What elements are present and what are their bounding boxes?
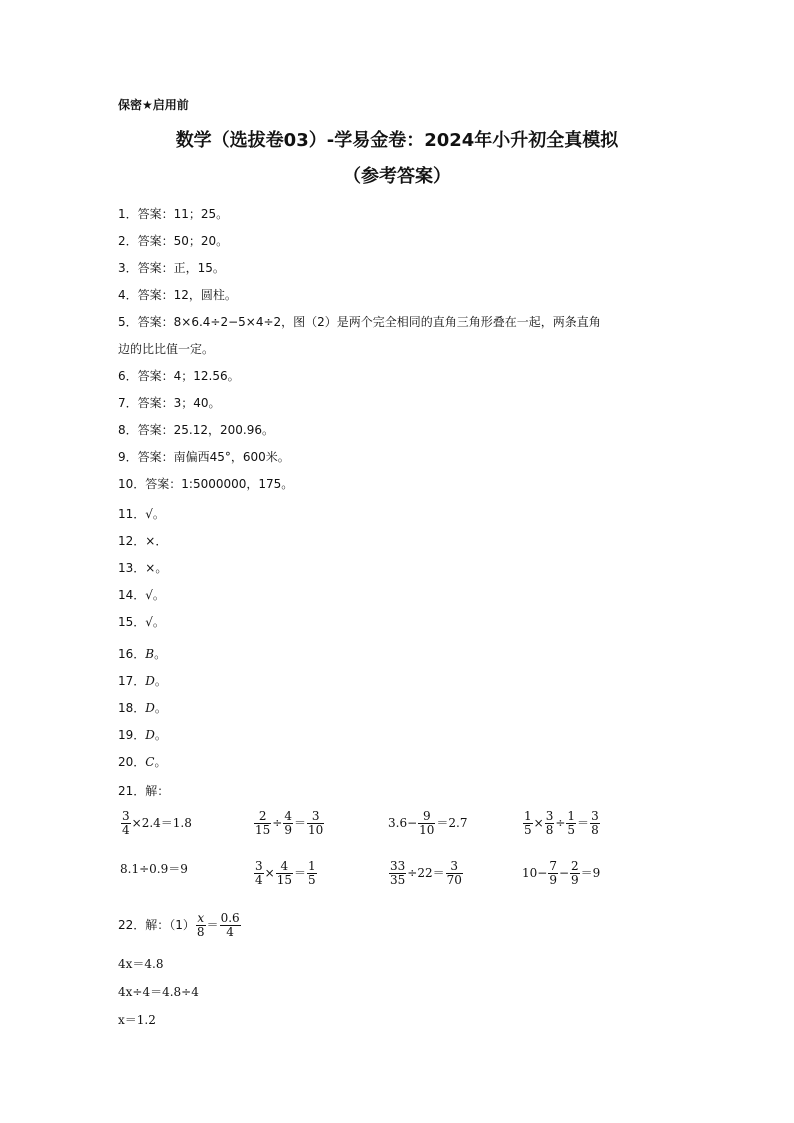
answer-4: 4．答案：12，圆柱。: [118, 288, 237, 302]
answer-18: 18．D。: [118, 701, 167, 715]
fraction: $\frac{3}{4}$: [122, 809, 130, 838]
answer-5-cont: 边的比比值一定。: [118, 342, 215, 356]
answer-6: 6．答案：4；12.56。: [118, 369, 240, 383]
answer-20: 20．C。: [118, 755, 167, 769]
answer-22: 22．解：（1） $\frac{x}{8}$ ＝ $\frac{0.6}{4}$: [118, 911, 240, 940]
calc-r1c1: $\frac{3}{4}$ ×2.4＝1.8: [122, 809, 192, 838]
q22-step-3: x＝1.2: [118, 1013, 156, 1027]
answer-3: 3．答案：正，15。: [118, 261, 225, 275]
calc-r1c4: $\frac{1}{5}$ × $\frac{3}{8}$ ÷ $\frac{1}{5}$ ＝ $\frac{3}{8}$: [524, 809, 599, 838]
answer-13: 13．×。: [118, 561, 168, 575]
confidential-label: 保密★启用前: [118, 98, 189, 112]
answer-14: 14．√。: [118, 588, 165, 602]
answer-5: 5．答案：8×6.4÷2−5×4÷2，图（2）是两个完全相同的直角三角形叠在一起，两条直角: [118, 315, 601, 329]
answer-7: 7．答案：3；40。: [118, 396, 221, 410]
calc-r2c4: 10− $\frac{7}{9}$ − $\frac{2}{9}$ ＝9: [522, 859, 601, 888]
calc-r2c2: $\frac{3}{4}$ × $\frac{4}{15}$ ＝ $\frac{1}{5}$: [255, 859, 316, 888]
answer-1: 1．答案：11；25。: [118, 207, 229, 221]
answer-19: 19．D。: [118, 728, 167, 742]
document-title: 数学（选拔卷03）-学易金卷：2024年小升初全真模拟: [175, 130, 619, 151]
answer-8: 8．答案：25.12，200.96。: [118, 423, 274, 437]
calc-r2c3: $\frac{33}{35}$ ÷22＝ $\frac{3}{70}$: [390, 859, 462, 888]
answer-21-label: 21．解：: [118, 784, 170, 798]
answer-11: 11．√。: [118, 507, 165, 521]
q22-step-1: 4x＝4.8: [118, 957, 164, 971]
answer-10: 10．答案：1:5000000，175。: [118, 477, 294, 491]
calc-r1c3: 3.6− $\frac{9}{10}$ ＝2.7: [388, 809, 468, 838]
calc-r2c1: 8.1÷0.9＝9: [120, 862, 188, 876]
answer-16: 16．B。: [118, 647, 167, 661]
answer-17: 17．D。: [118, 674, 167, 688]
answer-9: 9．答案：南偏西45°，600米。: [118, 450, 290, 464]
answer-15: 15．√。: [118, 615, 165, 629]
calc-r1c2: $\frac{2}{15}$ ÷ $\frac{4}{9}$ ＝ $\frac{3}{10}$: [255, 809, 324, 838]
answer-2: 2．答案：50；20。: [118, 234, 229, 248]
answer-12: 12．×．: [118, 534, 168, 548]
document-subtitle: （参考答案）: [343, 166, 451, 187]
q22-step-2: 4x÷4＝4.8÷4: [118, 985, 199, 999]
